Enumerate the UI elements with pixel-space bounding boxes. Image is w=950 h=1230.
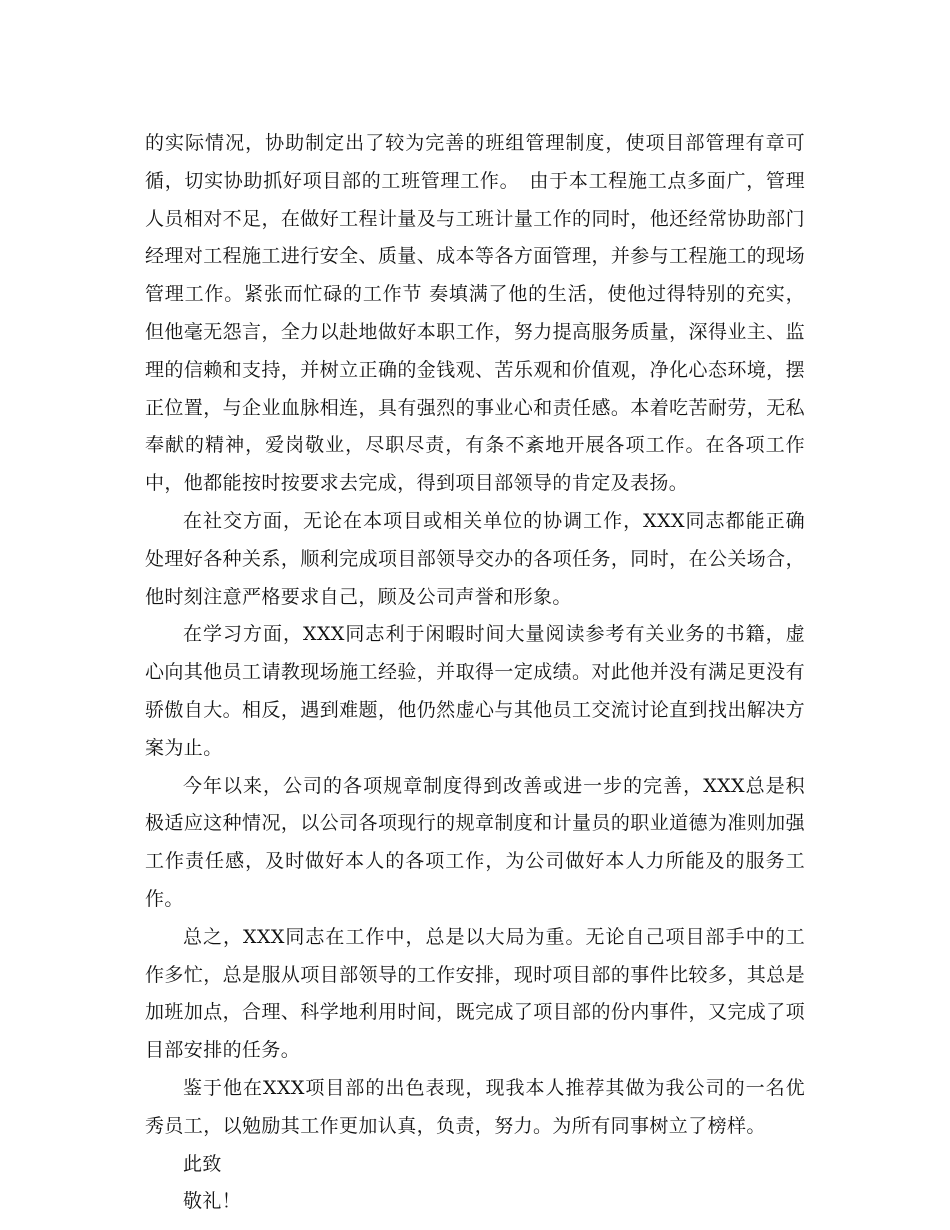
paragraph-this-year: 今年以来，公司的各项规章制度得到改善或进一步的完善，XXX总是积极适应这种情况，以公司各项现行的规章制度和计量员的职业道德为准则加强工作责任感，及时做好本人的各项工作，为公司做好本人力所能及的服务工作。: [145, 774, 805, 910]
paragraph-continuation: 的实际情况，协助制定出了较为完善的班组管理制度，使项目部管理有章可循，切实协助抓好项目部的工班管理工作。 由于本工程施工点多面广，管理人员相对不足，在做好工程计量及与工班计量工作的同时，他还经常协助部门经理对工程施工进行安全、质量、成本等各方面管理，并参与工程施工的现场管理工作。紧张而忙碌的工作节 奏填满了他的生活，使他过得特别的充实，但他毫无怨言，全力以赴地做好本职工作，努力提高服务质量，深得业主、监理的信赖和支持，并树立正确的金钱观、苦乐观和价值观，净化心态环境，摆正位置，与企业血脉相连，具有强烈的事业心和责任感。本着吃苦耐劳，无私奉献的精神，爱岗敬业，尽职尽责，有条不紊地开展各项工作。在各项工作中，他都能按时按要求去完成，得到项目部领导的肯定及表扬。: [145, 132, 805, 495]
paragraph-study: 在学习方面，XXX同志利于闲暇时间大量阅读参考有关业务的书籍，虚心向其他员工请教现场施工经验，并取得一定成绩。对此他并没有满足更没有骄傲自大。相反，遇到难题，他仍然虚心与其他员工交流讨论直到找出解决方案为止。: [145, 623, 805, 759]
letter-body: [145, 125, 805, 1221]
paragraph-recommendation: 鉴于他在XXX项目部的出色表现，现我本人推荐其做为我公司的一名优秀员工，以勉励其工作更加认真，负责，努力。为所有同事树立了榜样。: [145, 1076, 805, 1137]
closing-salutation: 此致: [183, 1152, 222, 1175]
closing-regards: 敬礼！: [183, 1190, 242, 1213]
paragraph-summary: 总之，XXX同志在工作中，总是以大局为重。无论自己项目部手中的工作多忙，总是服从项目部领导的工作安排，现时项目部的事件比较多，其总是加班加点，合理、科学地利用时间，既完成了项目部的份内事件，又完成了项目部安排的任务。: [145, 925, 805, 1062]
paragraph-social: 在社交方面，无论在本项目或相关单位的协调工作，XXX同志都能正确处理好各种关系，顺利完成项目部领导交办的各项任务，同时，在公关场合，他时刻注意严格要求自己，顾及公司声誉和形象。: [145, 509, 805, 608]
